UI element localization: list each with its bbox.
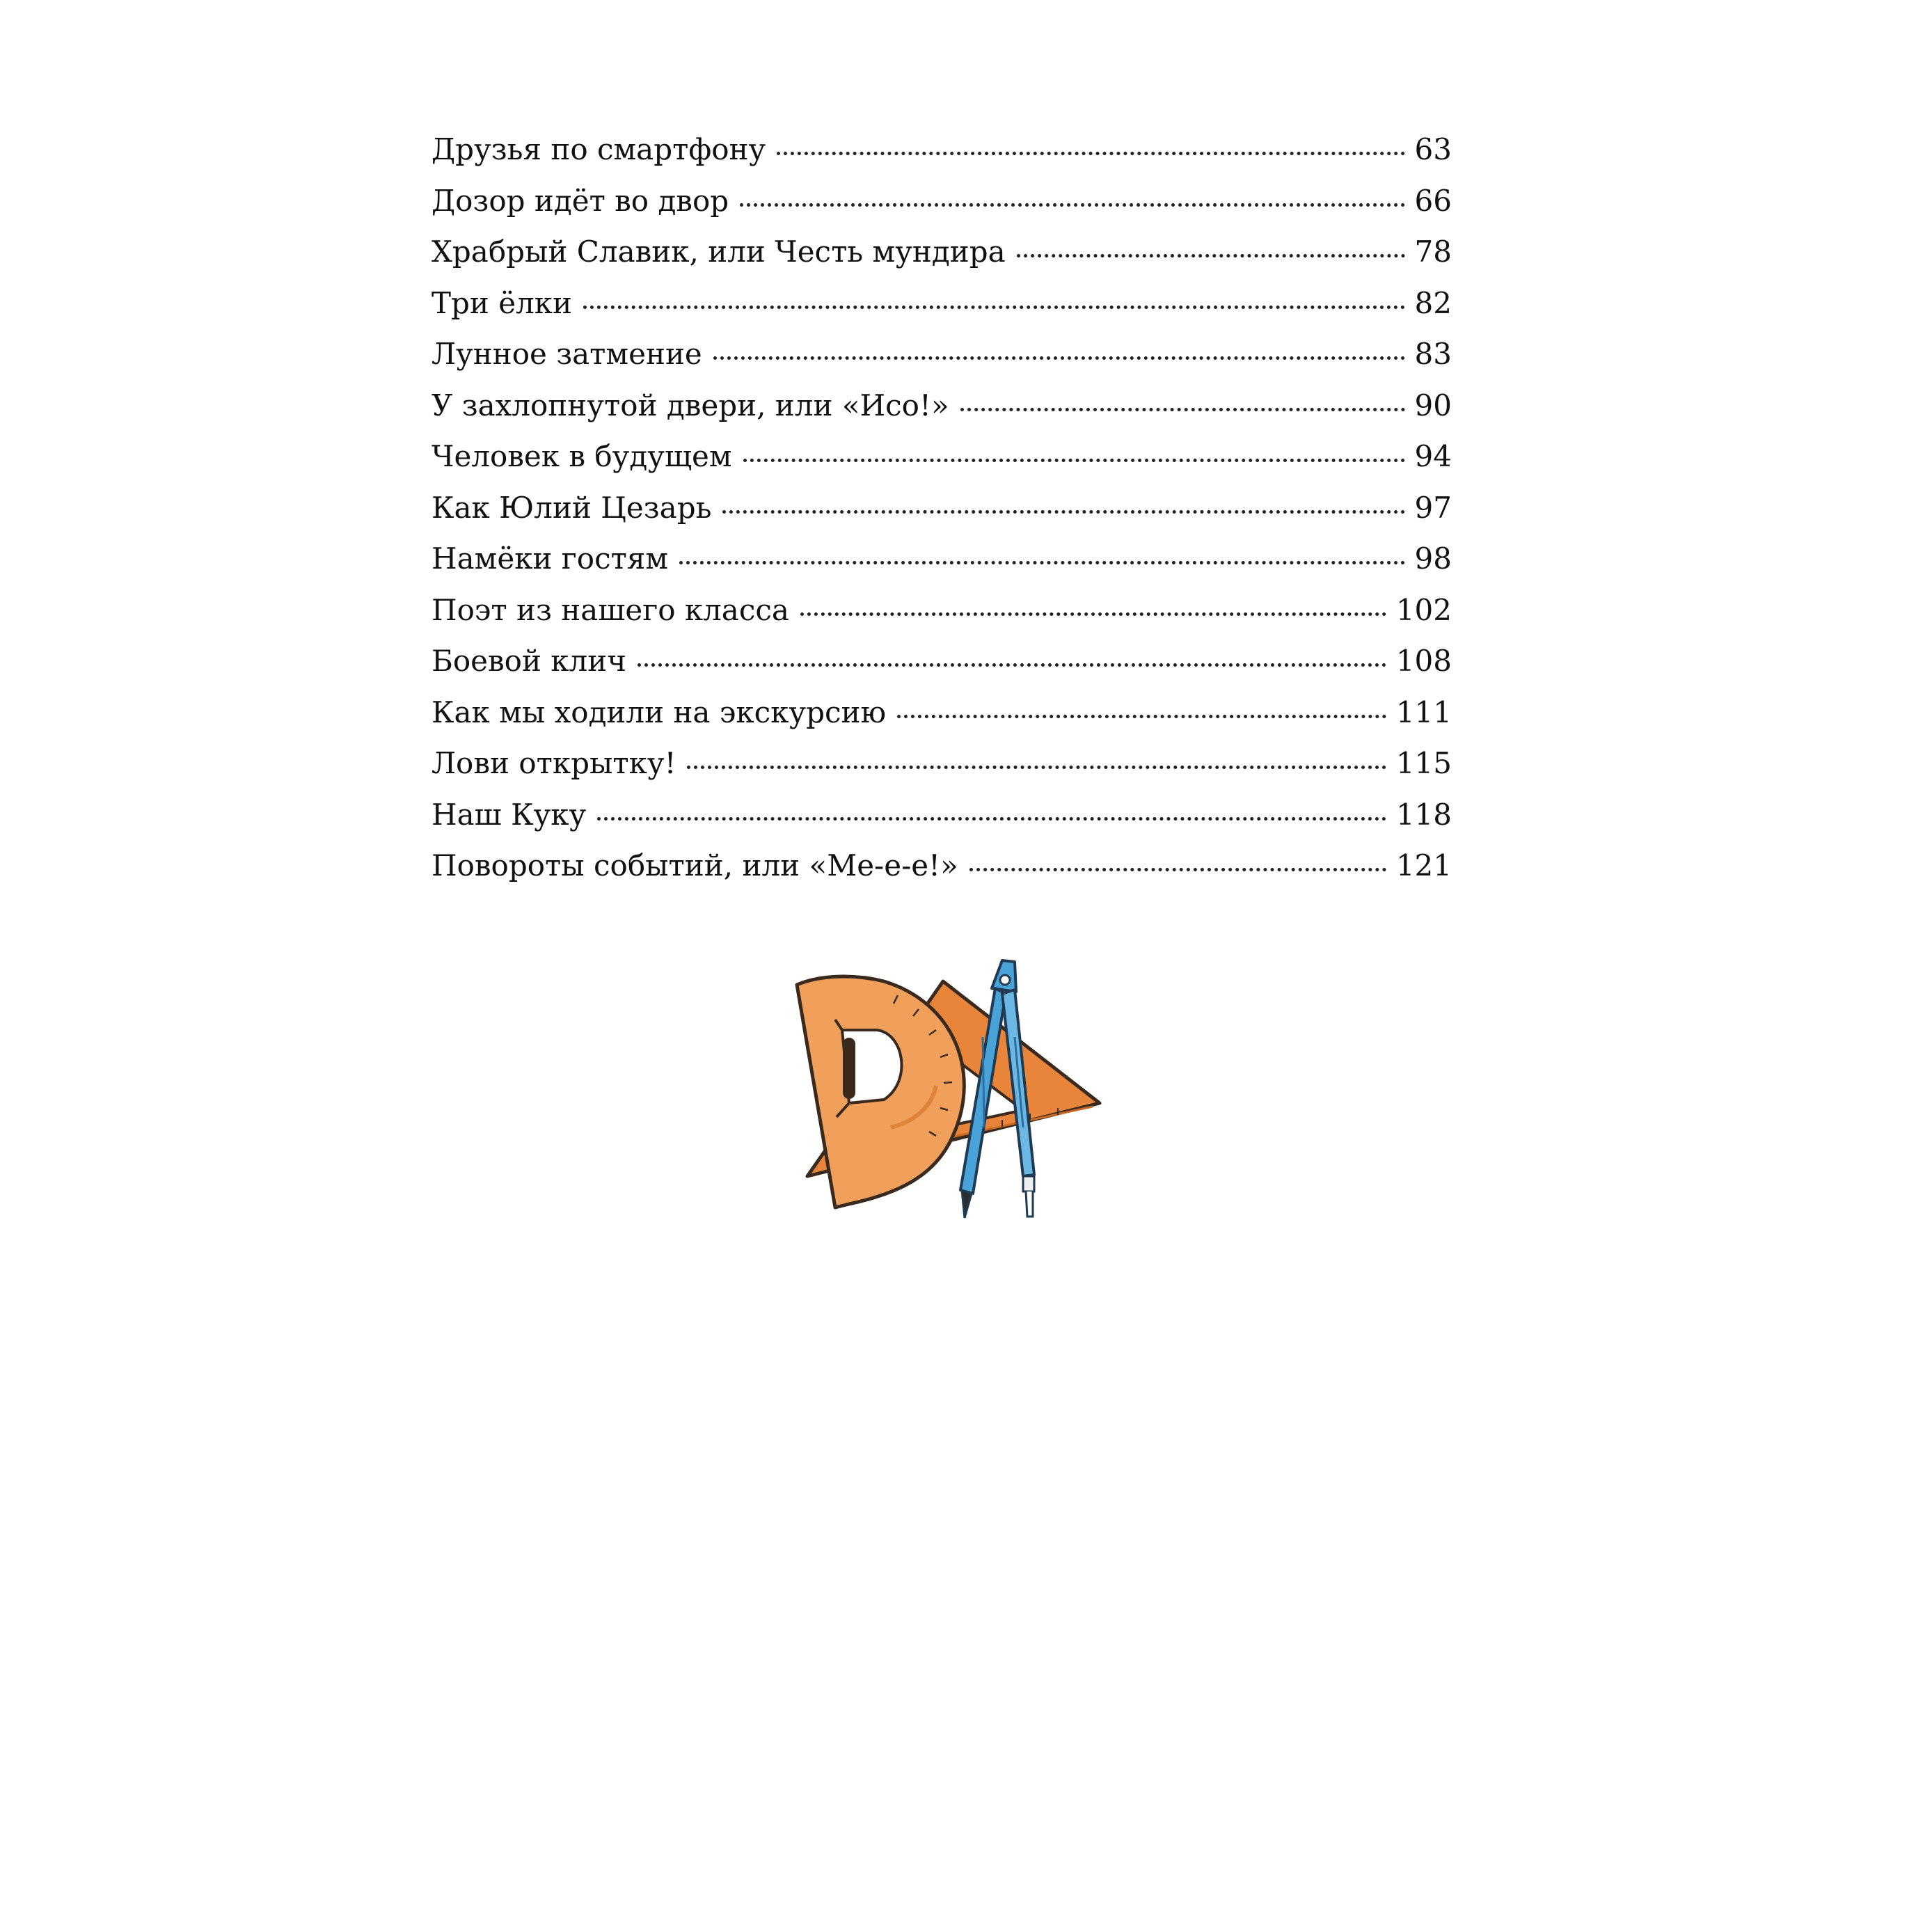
toc-dot-leader [597,817,1386,821]
toc-entry[interactable] [431,286,1452,338]
toc-dot-leader [1017,254,1405,258]
toc-entry[interactable] [431,541,1452,593]
toc-entry-title: Друзья по смартфону [431,132,766,166]
toc-entry-title: Дозор идёт во двор [431,183,729,218]
toc-entry-page: 94 [1414,439,1452,473]
toc-dot-leader [743,459,1405,462]
toc-dot-leader [687,766,1386,769]
geometry-tools-illustration [793,953,1114,1232]
toc-entry-page: 66 [1414,183,1452,218]
toc-entry-page: 63 [1414,132,1452,166]
toc-entry-title: Человек в будущем [431,439,732,473]
toc-entry-title: Храбрый Славик, или Честь мундира [431,235,1006,269]
toc-entry[interactable] [431,593,1452,644]
toc-entry-title: Наш Куку [431,797,587,832]
toc-entry-title: Намёки гостям [431,541,668,576]
table-of-contents [431,132,1452,900]
toc-entry[interactable] [431,235,1452,286]
toc-dot-leader [722,510,1404,514]
toc-entry-title: Как Юлий Цезарь [431,490,712,525]
toc-entry-title: Повороты событий, или «Ме-е-е!» [431,848,958,882]
toc-dot-leader [679,561,1405,564]
toc-entry-page: 97 [1414,490,1452,525]
toc-entry[interactable] [431,491,1452,542]
toc-entry-page: 115 [1395,746,1452,780]
toc-dot-leader [713,356,1405,360]
toc-entry-page: 98 [1414,541,1452,576]
toc-entry-title: Как мы ходили на экскурсию [431,695,887,729]
toc-entry-page: 90 [1414,388,1452,422]
toc-entry[interactable] [431,132,1452,184]
toc-entry-page: 83 [1414,337,1452,371]
toc-entry[interactable] [431,746,1452,798]
toc-entry-title: Лунное затмение [431,337,702,371]
toc-dot-leader [969,868,1386,871]
toc-dot-leader [800,612,1386,616]
toc-dot-leader [740,203,1404,207]
toc-entry-page: 102 [1395,592,1452,627]
toc-entry-title: Поэт из нашего класса [431,592,789,627]
toc-dot-leader [777,152,1404,155]
toc-dot-leader [960,408,1405,411]
toc-entry-page: 82 [1414,285,1452,320]
toc-entry-title: Лови открытку! [431,746,676,780]
toc-entry[interactable] [431,798,1452,849]
toc-entry[interactable] [431,848,1452,900]
toc-entry[interactable] [431,644,1452,695]
toc-entry-page: 108 [1395,644,1452,678]
toc-entry[interactable] [431,388,1452,440]
toc-entry[interactable] [431,439,1452,491]
toc-entry-title: Три ёлки [431,285,573,320]
toc-entry[interactable] [431,337,1452,388]
toc-entry[interactable] [431,695,1452,747]
toc-dot-leader [638,663,1386,667]
toc-entry[interactable] [431,184,1452,235]
toc-entry-page: 78 [1414,235,1452,269]
toc-dot-leader [583,306,1405,309]
toc-dot-leader [897,715,1386,718]
toc-entry-page: 121 [1395,848,1452,882]
toc-entry-title: У захлопнутой двери, или «Исо!» [431,388,949,422]
toc-entry-page: 111 [1395,695,1452,729]
toc-entry-page: 118 [1395,797,1452,832]
toc-entry-title: Боевой клич [431,644,626,678]
